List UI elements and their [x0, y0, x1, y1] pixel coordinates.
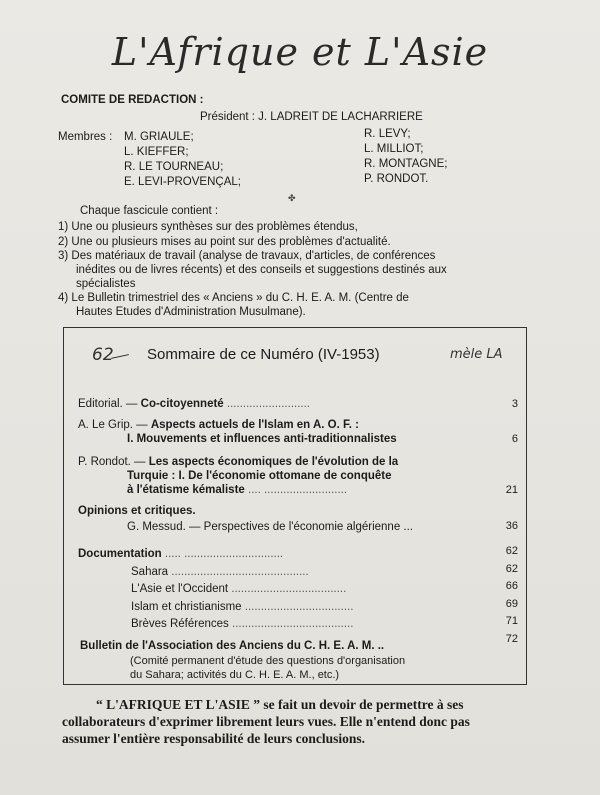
toc-page-documentation: 62 [505, 545, 518, 557]
toc-page-editorial: 3 [511, 398, 518, 410]
committee-president: Président : J. LADREIT DE LACHARRIERE [200, 111, 423, 123]
contents-heading: Chaque fascicule contient : [80, 205, 219, 217]
footer-line-1: “ L'AFRIQUE ET L'ASIE ” se fait un devoir de permettre à ses [96, 697, 464, 712]
member-left-4: E. LEVI-PROVENÇAL; [124, 176, 241, 188]
toc-page-asie-occident: 66 [505, 580, 518, 592]
member-right-3: R. MONTAGNE; [364, 158, 448, 170]
toc-entry-legrip-line2: I. Mouvements et influences anti-traditionnalistes [127, 433, 397, 445]
toc-page-breves: 71 [505, 615, 518, 627]
contents-item-4: 4) Le Bulletin trimestriel des « Anciens » du C. H. E. A. M. (Centre de [58, 292, 409, 304]
toc-entry-sahara: Sahara ........................................... [131, 566, 309, 578]
journal-title: L'Afrique et L'Asie [111, 30, 489, 74]
toc-page-sahara: 62 [505, 563, 518, 575]
footer-line-2: collaborateurs d'exprimer librement leurs vues. Elle n'entend donc pas [62, 714, 470, 729]
sommaire-title: Sommaire de ce Numéro (IV-1953) [147, 346, 380, 363]
toc-entry-rondot-line2: Turquie : I. De l'économie ottomane de conquête [127, 470, 392, 482]
contents-item-4-cont: Hautes Etudes d'Administration Musulmane). [76, 306, 306, 318]
toc-entry-asie-occident: L'Asie et l'Occident .................................... [131, 583, 347, 595]
toc-entry-breves: Brèves Références ...................................... [131, 618, 354, 630]
toc-entry-bulletin-line3: du Sahara; activités du C. H. E. A. M., etc.) [130, 669, 340, 681]
toc-entry-rondot-line3: à l'étatisme kémaliste .... .......................... [127, 484, 348, 496]
toc-entry-documentation: Documentation ..... ............................... [78, 548, 284, 560]
footer-line-3: assumer l'entière responsabilité de leurs conclusions. [62, 731, 366, 746]
toc-entry-legrip: A. Le Grip. — Aspects actuels de l'Islam en A. O. F. : [78, 419, 359, 431]
member-left-3: R. LE TOURNEAU; [124, 161, 224, 173]
contents-item-2: 2) Une ou plusieurs mises au point sur des problèmes d'actualité. [58, 236, 391, 248]
toc-entry-islam: Islam et christianisme .................................. [131, 601, 354, 613]
member-left-2: L. KIEFFER; [124, 146, 189, 158]
handwritten-note: mèle LA [450, 347, 503, 362]
ornament-icon: ✤ [288, 193, 296, 203]
toc-page-messud: 36 [505, 520, 518, 532]
member-right-1: R. LEVY; [364, 128, 411, 140]
toc-entry-editorial: Editorial. — Co-citoyenneté .......................... [78, 398, 310, 410]
committee-heading: COMITE DE REDACTION : [61, 94, 204, 106]
toc-entry-bulletin-line2: (Comité permanent d'étude des questions d'organisation [130, 655, 406, 667]
contents-item-3-cont2: spécialistes [76, 278, 136, 290]
toc-page-islam: 69 [505, 598, 518, 610]
contents-item-3: 3) Des matériaux de travail (analyse de travaux, d'articles, de conférences [58, 250, 436, 262]
toc-page-rondot: 21 [505, 484, 518, 496]
toc-entry-messud: G. Messud. — Perspectives de l'économie algérienne ... [127, 521, 414, 533]
contents-item-1: 1) Une ou plusieurs synthèses sur des problèmes étendus, [58, 221, 358, 233]
member-right-2: L. MILLIOT; [364, 143, 424, 155]
member-right-4: P. RONDOT. [364, 173, 429, 185]
toc-entry-bulletin: Bulletin de l'Association des Anciens du C. H. E. A. M. .. [80, 640, 385, 652]
toc-entry-opinions: Opinions et critiques. [78, 505, 196, 517]
handwritten-number: 62 [92, 345, 114, 365]
contents-item-3-cont: inédites ou de livres récents) et des conseils et suggestions destinés aux [76, 264, 447, 276]
member-left-1: M. GRIAULE; [124, 131, 194, 143]
toc-page-bulletin: 72 [505, 633, 518, 645]
members-label: Membres : [58, 131, 113, 143]
toc-entry-rondot: P. Rondot. — Les aspects économiques de l'évolution de la [78, 456, 399, 468]
toc-page-legrip: 6 [511, 433, 518, 445]
